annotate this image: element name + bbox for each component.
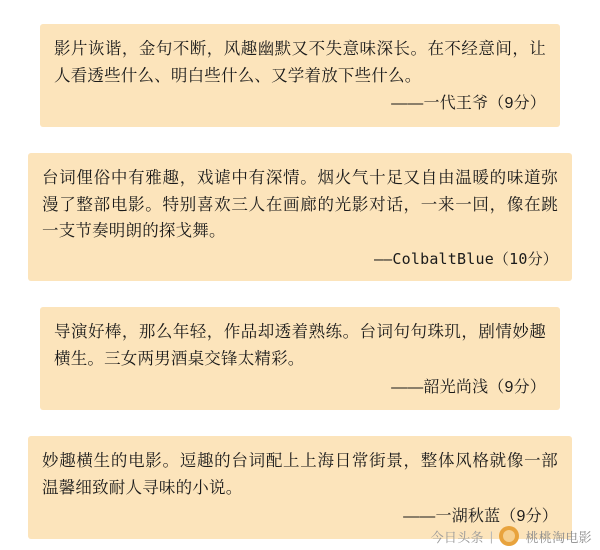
review-text: 导演好棒，那么年轻，作品却透着熟练。台词句句珠玑，剧情妙趣横生。三女两男酒桌交锋太精彩。 (54, 323, 546, 368)
watermark-separator: | (489, 528, 494, 544)
review-author: ——一湖秋蓝（9分） (403, 507, 558, 525)
review-card (28, 153, 572, 281)
watermark (431, 526, 592, 546)
review-text: 影片诙谐，金句不断，风趣幽默又不失意味深长。在不经意间，让人看透些什么、明白些什么、又学着放下些什么。 (54, 40, 546, 85)
review-author: ——ColbaltBlue（10分） (373, 250, 558, 269)
review-card (28, 436, 572, 539)
review-text: 妙趣横生的电影。逗趣的台词配上上海日常街景，整体风格就像一部温馨细致耐人寻味的小说。 (42, 452, 558, 497)
watermark-source: 今日头条 (430, 529, 484, 545)
review-author: ——一代王爷（9分） (391, 95, 546, 113)
review-author: ——韶光尚浅（9分） (391, 378, 546, 396)
review-text: 台词俚俗中有雅趣，戏谑中有深情。烟火气十足又自由温暖的味道弥漫了整部电影。特别喜欢三人在画廊的光影对话，一来一回，像在跳一支节奏明朗的探戈舞。 (42, 169, 558, 241)
avatar (499, 526, 519, 546)
review-card (40, 24, 560, 127)
review-card (40, 307, 560, 410)
watermark-account-name: 桃桃淘电影 (525, 529, 592, 545)
